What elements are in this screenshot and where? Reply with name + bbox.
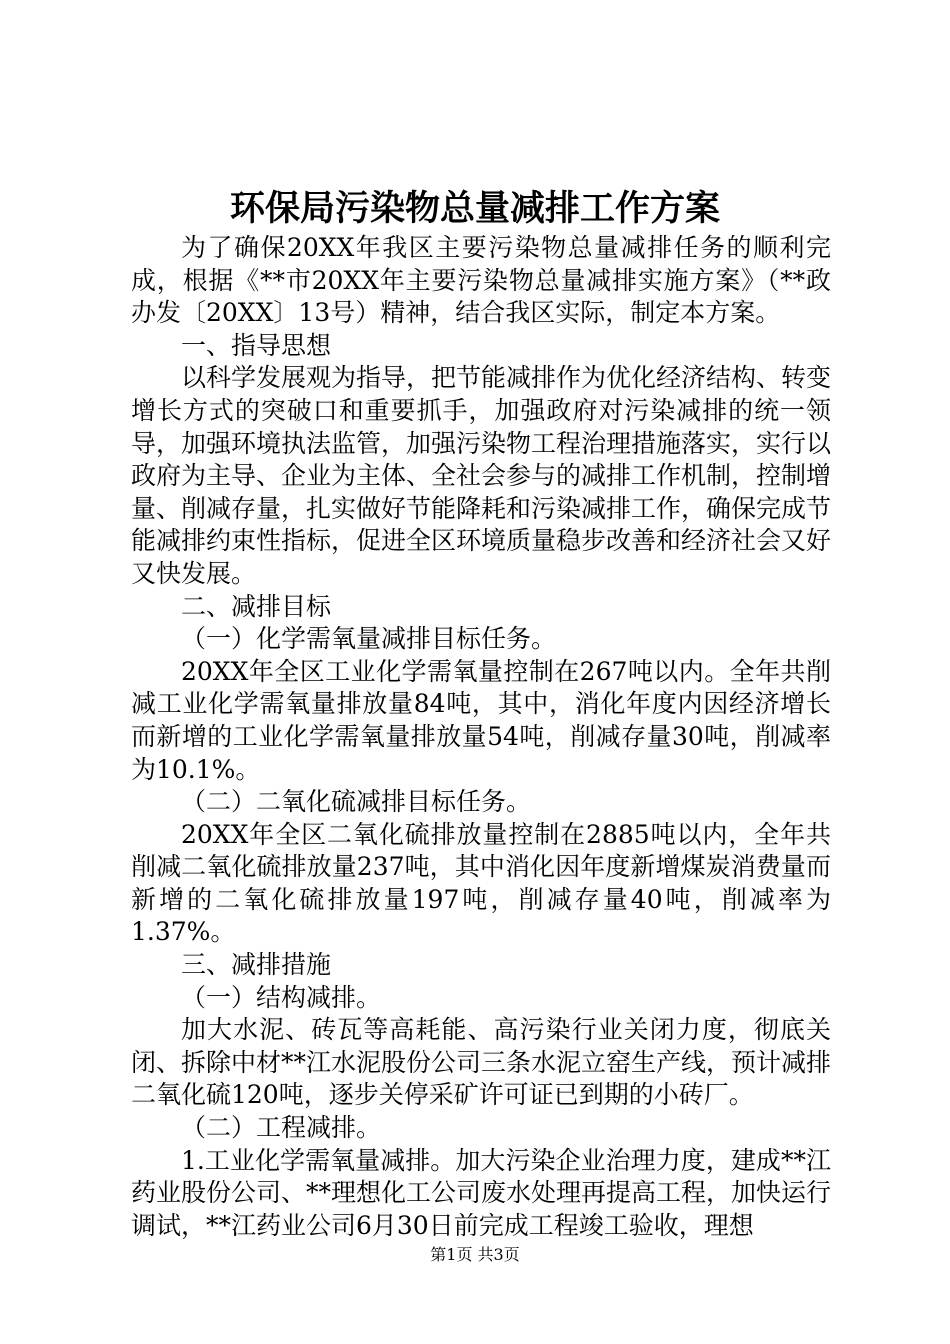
subheading-engineering-reduction: （二）工程减排。 xyxy=(181,1113,382,1143)
paragraph-structural-reduction: 加大水泥、砖瓦等高耗能、高污染行业关闭力度，彻底关闭、拆除中材**江水泥股份公司三条水泥立窑生产线，预计减排二氧化硫120吨，逐步关停采矿许可证已到期的小砖厂。 xyxy=(131,1015,832,1110)
paragraph-so2-target: 20XX年全区二氧化硫排放量控制在2885吨以内，全年共削减二氧化硫排放量237吨，其中消化因年度新增煤炭消费量而新增的二氧化硫排放量197吨，削减存量40吨，削减率为1.37%。 xyxy=(131,819,831,947)
subheading-cod-target: （一）化学需氧量减排目标任务。 xyxy=(181,624,557,654)
paragraph-intro: 为了确保20XX年我区主要污染物总量减排任务的顺利完成，根据《**市20XX年主要污染物总量减排实施方案》（**政办发〔20XX〕13号）精神，结合我区实际，制定本方案。 xyxy=(131,233,831,328)
paragraph-cod-target: 20XX年全区工业化学需氧量控制在267吨以内。全年共削减工业化学需氧量排放量84吨，其中，消化年度内因经济增长而新增的工业化学需氧量排放量54吨，削减存量30吨，削减率为10.1%。 xyxy=(131,656,831,784)
heading-reduction-measures: 三、减排措施 xyxy=(181,950,332,980)
heading-reduction-targets: 二、减排目标 xyxy=(181,591,332,621)
document-body xyxy=(131,232,831,1242)
subheading-so2-target: （二）二氧化硫减排目标任务。 xyxy=(181,787,532,817)
document-title: 环保局污染物总量减排工作方案 xyxy=(229,188,720,229)
page-footer: 第1页 共3页 xyxy=(430,1245,520,1264)
heading-guiding-ideology: 一、指导思想 xyxy=(181,330,332,360)
paragraph-engineering-reduction: 1.工业化学需氧量减排。加大污染企业治理力度，建成**江药业股份公司、**理想化工公司废水处理再提高工程，加快运行调试，**江药业公司6月30日前完成工程竣工验收，理想 xyxy=(131,1145,832,1240)
paragraph-guiding-ideology: 以科学发展观为指导，把节能减排作为优化经济结构、转变增长方式的突破口和重要抓手，加强政府对污染减排的统一领导，加强环境执法监管，加强污染物工程治理措施落实，实行以政府为主导、企业为主体、全社会参与的减排工作机制，控制增量、削减存量，扎实做好节能降耗和污染减排工作，确保完成节能减排约束性指标，促进全区环境质量稳步改善和经济社会又好又快发展。 xyxy=(131,363,832,588)
subheading-structural-reduction: （一）结构减排。 xyxy=(181,982,382,1012)
